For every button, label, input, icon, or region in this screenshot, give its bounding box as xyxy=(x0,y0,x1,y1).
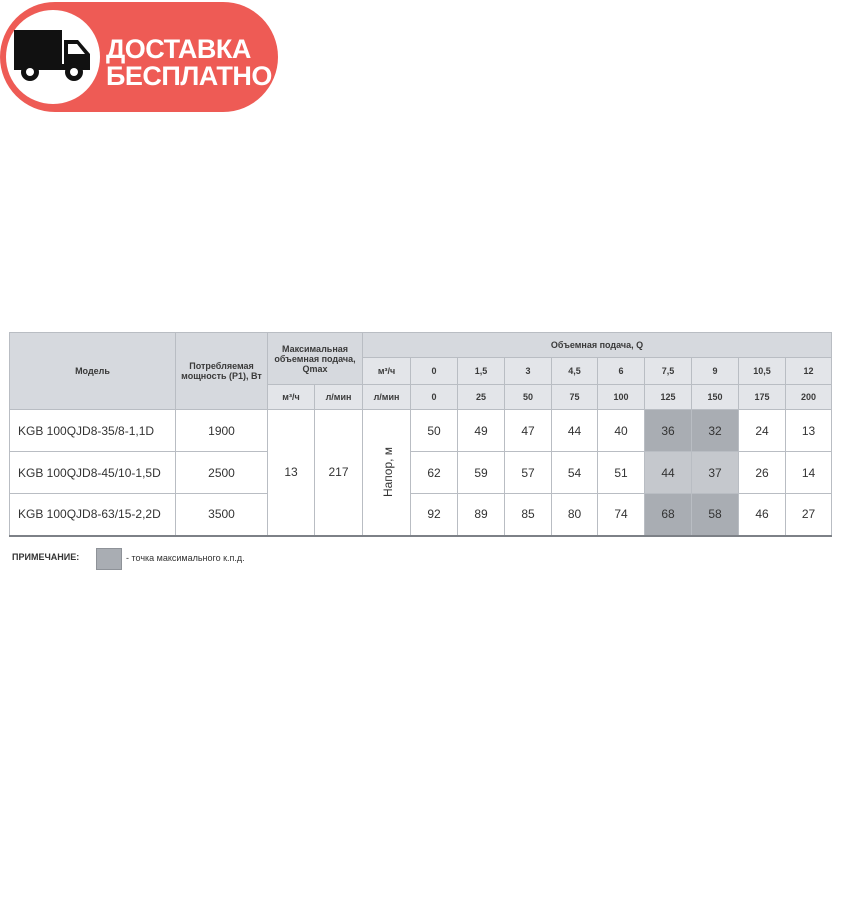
power-cell: 1900 xyxy=(176,410,268,452)
flow-m3h-cell: 6 xyxy=(598,358,645,385)
value-cell: 13 xyxy=(786,410,832,452)
value-cell-highlighted: 68 xyxy=(645,494,692,536)
flow-m3h-cell: 1,5 xyxy=(458,358,505,385)
flow-lmin-cell: 25 xyxy=(458,385,505,410)
value-cell: 27 xyxy=(786,494,832,536)
table-row xyxy=(10,494,832,536)
value-cell-highlighted: 58 xyxy=(692,494,739,536)
flow-lmin-cell: 150 xyxy=(692,385,739,410)
flow-lmin-cell: 200 xyxy=(786,385,832,410)
value-cell: 57 xyxy=(505,452,552,494)
model-cell: KGB 100QJD8-45/10-1,5D xyxy=(10,452,176,494)
value-cell: 80 xyxy=(552,494,598,536)
table-row xyxy=(10,410,832,452)
flow-m3h-cell: 4,5 xyxy=(552,358,598,385)
head-label-cell xyxy=(363,410,411,536)
value-cell: 24 xyxy=(739,410,786,452)
header-power: Потребляемая мощность (P1), Вт xyxy=(176,333,268,410)
model-cell: KGB 100QJD8-35/8-1,1D xyxy=(10,410,176,452)
qmax-unit-m3h: м³/ч xyxy=(268,385,315,410)
value-cell-highlighted: 37 xyxy=(692,452,739,494)
value-cell: 26 xyxy=(739,452,786,494)
value-cell: 40 xyxy=(598,410,645,452)
value-cell: 92 xyxy=(411,494,458,536)
value-cell: 59 xyxy=(458,452,505,494)
note-text: - точка максимального к.п.д. xyxy=(126,553,245,563)
table-row xyxy=(10,452,832,494)
value-cell: 14 xyxy=(786,452,832,494)
free-delivery-badge[interactable] xyxy=(0,2,278,112)
header-model: Модель xyxy=(10,333,176,410)
flow-m3h-cell: 9 xyxy=(692,358,739,385)
pump-performance-table xyxy=(9,332,832,537)
power-cell: 2500 xyxy=(176,452,268,494)
flow-lmin-cell: 0 xyxy=(411,385,458,410)
value-cell-highlighted: 32 xyxy=(692,410,739,452)
flow-lmin-cell: 50 xyxy=(505,385,552,410)
qmax-lmin-cell: 217 xyxy=(315,410,363,536)
value-cell: 89 xyxy=(458,494,505,536)
flow-lmin-cell: 125 xyxy=(645,385,692,410)
badge-line2: БЕСПЛАТНО xyxy=(106,61,272,91)
unit-lmin-row-label: л/мин xyxy=(363,385,411,410)
badge-text xyxy=(106,36,272,90)
value-cell: 54 xyxy=(552,452,598,494)
value-cell: 49 xyxy=(458,410,505,452)
unit-m3h-row-label: м³/ч xyxy=(363,358,411,385)
flow-lmin-cell: 100 xyxy=(598,385,645,410)
flow-m3h-cell: 10,5 xyxy=(739,358,786,385)
value-cell: 46 xyxy=(739,494,786,536)
badge-line1: ДОСТАВКА xyxy=(106,34,251,64)
flow-lmin-cell: 175 xyxy=(739,385,786,410)
power-cell: 3500 xyxy=(176,494,268,536)
header-qmax: Максимальная объемная подача, Qmax xyxy=(268,333,363,385)
model-cell: KGB 100QJD8-63/15-2,2D xyxy=(10,494,176,536)
value-cell: 51 xyxy=(598,452,645,494)
value-cell: 74 xyxy=(598,494,645,536)
flow-m3h-cell: 0 xyxy=(411,358,458,385)
note-label: ПРИМЕЧАНИЕ: xyxy=(12,552,80,562)
value-cell: 44 xyxy=(552,410,598,452)
flow-m3h-cell: 12 xyxy=(786,358,832,385)
flow-lmin-cell: 75 xyxy=(552,385,598,410)
value-cell: 50 xyxy=(411,410,458,452)
value-cell: 62 xyxy=(411,452,458,494)
value-cell-highlighted: 44 xyxy=(645,452,692,494)
value-cell: 47 xyxy=(505,410,552,452)
qmax-unit-lmin: л/мин xyxy=(315,385,363,410)
truck-icon xyxy=(12,24,94,86)
highlight-swatch xyxy=(96,548,122,570)
qmax-m3h-cell: 13 xyxy=(268,410,315,536)
value-cell: 85 xyxy=(505,494,552,536)
header-flow: Объемная подача, Q xyxy=(363,333,832,358)
value-cell-highlighted: 36 xyxy=(645,410,692,452)
head-label: Напор, м xyxy=(381,447,396,498)
flow-m3h-cell: 7,5 xyxy=(645,358,692,385)
flow-m3h-cell: 3 xyxy=(505,358,552,385)
